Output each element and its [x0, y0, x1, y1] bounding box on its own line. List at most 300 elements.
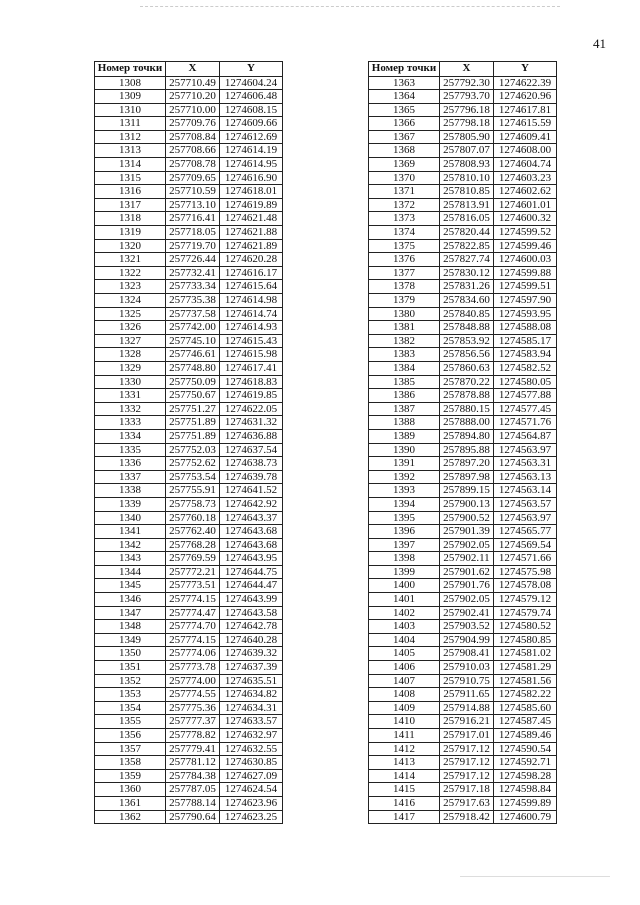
cell-y: 1274575.98 [494, 565, 557, 579]
cell-x: 257788.14 [166, 796, 220, 810]
table-row [369, 90, 557, 104]
table-row [369, 416, 557, 430]
cell-point-number: 1353 [95, 688, 166, 702]
table-row [369, 253, 557, 267]
cell-x: 257880.15 [440, 402, 494, 416]
cell-y: 1274579.12 [494, 593, 557, 607]
cell-point-number: 1388 [369, 416, 440, 430]
cell-x: 257751.27 [166, 402, 220, 416]
cell-y: 1274623.96 [220, 796, 283, 810]
cell-y: 1274563.97 [494, 511, 557, 525]
cell-y: 1274569.54 [494, 538, 557, 552]
cell-y: 1274617.81 [494, 103, 557, 117]
table-row [95, 239, 283, 253]
table-row [95, 117, 283, 131]
table-row [95, 647, 283, 661]
table-row [369, 538, 557, 552]
cell-y: 1274580.05 [494, 375, 557, 389]
cell-x: 257737.58 [166, 307, 220, 321]
table-row [95, 307, 283, 321]
table-row [95, 103, 283, 117]
cell-y: 1274582.22 [494, 688, 557, 702]
table-row [369, 198, 557, 212]
cell-point-number: 1318 [95, 212, 166, 226]
cell-y: 1274599.46 [494, 239, 557, 253]
cell-y: 1274597.90 [494, 294, 557, 308]
cell-point-number: 1323 [95, 280, 166, 294]
cell-x: 257796.18 [440, 103, 494, 117]
cell-y: 1274631.32 [220, 416, 283, 430]
cell-point-number: 1408 [369, 688, 440, 702]
cell-y: 1274563.97 [494, 443, 557, 457]
table-row [95, 294, 283, 308]
cell-point-number: 1321 [95, 253, 166, 267]
cell-x: 257708.84 [166, 130, 220, 144]
table-header-row [369, 62, 557, 77]
table-row [95, 334, 283, 348]
cell-x: 257878.88 [440, 389, 494, 403]
cell-y: 1274563.31 [494, 457, 557, 471]
table-row [369, 321, 557, 335]
table-row [95, 429, 283, 443]
table-row [369, 307, 557, 321]
cell-x: 257901.62 [440, 565, 494, 579]
cell-point-number: 1330 [95, 375, 166, 389]
cell-point-number: 1414 [369, 769, 440, 783]
cell-y: 1274589.46 [494, 729, 557, 743]
cell-y: 1274614.98 [220, 294, 283, 308]
table-row [95, 185, 283, 199]
cell-point-number: 1403 [369, 620, 440, 634]
table-row [95, 402, 283, 416]
cell-x: 257760.18 [166, 511, 220, 525]
cell-point-number: 1385 [369, 375, 440, 389]
cell-x: 257820.44 [440, 226, 494, 240]
cell-x: 257746.61 [166, 348, 220, 362]
cell-y: 1274615.59 [494, 117, 557, 131]
cell-y: 1274637.39 [220, 661, 283, 675]
table-row [95, 144, 283, 158]
table-row [95, 511, 283, 525]
cell-x: 257899.15 [440, 484, 494, 498]
table-row [95, 443, 283, 457]
cell-point-number: 1397 [369, 538, 440, 552]
cell-point-number: 1361 [95, 796, 166, 810]
cell-x: 257774.55 [166, 688, 220, 702]
cell-x: 257860.63 [440, 361, 494, 375]
cell-y: 1274614.95 [220, 158, 283, 172]
cell-x: 257726.44 [166, 253, 220, 267]
cell-x: 257827.74 [440, 253, 494, 267]
cell-point-number: 1352 [95, 674, 166, 688]
table-row [369, 470, 557, 484]
table-row [369, 294, 557, 308]
cell-y: 1274563.13 [494, 470, 557, 484]
table-row [95, 484, 283, 498]
cell-y: 1274643.95 [220, 552, 283, 566]
cell-x: 257769.59 [166, 552, 220, 566]
cell-x: 257792.30 [440, 76, 494, 90]
cell-point-number: 1342 [95, 538, 166, 552]
cell-x: 257733.34 [166, 280, 220, 294]
cell-y: 1274642.78 [220, 620, 283, 634]
cell-point-number: 1391 [369, 457, 440, 471]
cell-x: 257774.06 [166, 647, 220, 661]
cell-point-number: 1314 [95, 158, 166, 172]
cell-point-number: 1413 [369, 756, 440, 770]
cell-point-number: 1340 [95, 511, 166, 525]
cell-point-number: 1329 [95, 361, 166, 375]
cell-point-number: 1322 [95, 266, 166, 280]
cell-y: 1274641.52 [220, 484, 283, 498]
cell-x: 257901.76 [440, 579, 494, 593]
table-row [95, 348, 283, 362]
cell-point-number: 1358 [95, 756, 166, 770]
table-row [95, 620, 283, 634]
cell-point-number: 1319 [95, 226, 166, 240]
cell-point-number: 1390 [369, 443, 440, 457]
cell-x: 257902.11 [440, 552, 494, 566]
cell-y: 1274644.47 [220, 579, 283, 593]
cell-point-number: 1374 [369, 226, 440, 240]
cell-x: 257831.26 [440, 280, 494, 294]
cell-point-number: 1364 [369, 90, 440, 104]
cell-x: 257732.41 [166, 266, 220, 280]
cell-x: 257779.41 [166, 742, 220, 756]
table-row [369, 144, 557, 158]
table-row [95, 171, 283, 185]
table-row [369, 701, 557, 715]
cell-x: 257816.05 [440, 212, 494, 226]
cell-point-number: 1336 [95, 457, 166, 471]
cell-y: 1274632.97 [220, 729, 283, 743]
cell-x: 257774.00 [166, 674, 220, 688]
table-row [369, 171, 557, 185]
cell-x: 257813.91 [440, 198, 494, 212]
cell-y: 1274620.28 [220, 253, 283, 267]
cell-x: 257710.59 [166, 185, 220, 199]
cell-x: 257805.90 [440, 130, 494, 144]
cell-x: 257917.18 [440, 783, 494, 797]
cell-point-number: 1338 [95, 484, 166, 498]
table-row [95, 90, 283, 104]
cell-point-number: 1382 [369, 334, 440, 348]
cell-x: 257798.18 [440, 117, 494, 131]
cell-y: 1274585.17 [494, 334, 557, 348]
table-row [369, 280, 557, 294]
cell-x: 257910.75 [440, 674, 494, 688]
cell-point-number: 1410 [369, 715, 440, 729]
cell-x: 257834.60 [440, 294, 494, 308]
cell-y: 1274624.54 [220, 783, 283, 797]
cell-y: 1274582.52 [494, 361, 557, 375]
cell-y: 1274583.94 [494, 348, 557, 362]
cell-point-number: 1351 [95, 661, 166, 675]
table-row [369, 158, 557, 172]
table-row [369, 729, 557, 743]
table-row [369, 756, 557, 770]
table-row [95, 742, 283, 756]
cell-y: 1274618.83 [220, 375, 283, 389]
table-row [95, 416, 283, 430]
cell-point-number: 1345 [95, 579, 166, 593]
cell-y: 1274638.73 [220, 457, 283, 471]
table-row [369, 633, 557, 647]
cell-x: 257910.03 [440, 661, 494, 675]
cell-x: 257917.01 [440, 729, 494, 743]
cell-point-number: 1395 [369, 511, 440, 525]
cell-point-number: 1315 [95, 171, 166, 185]
cell-x: 257710.20 [166, 90, 220, 104]
coordinates-table-left [94, 61, 283, 824]
table-row [95, 158, 283, 172]
cell-point-number: 1331 [95, 389, 166, 403]
cell-x: 257768.28 [166, 538, 220, 552]
cell-point-number: 1400 [369, 579, 440, 593]
cell-point-number: 1416 [369, 796, 440, 810]
cell-x: 257902.41 [440, 606, 494, 620]
cell-y: 1274599.51 [494, 280, 557, 294]
table-row [369, 185, 557, 199]
cell-point-number: 1354 [95, 701, 166, 715]
table-row [369, 226, 557, 240]
cell-x: 257918.42 [440, 810, 494, 824]
table-row [369, 661, 557, 675]
table-row [369, 769, 557, 783]
coordinates-table-right [368, 61, 557, 824]
cell-y: 1274619.89 [220, 198, 283, 212]
table-row [95, 552, 283, 566]
cell-y: 1274577.88 [494, 389, 557, 403]
table-row [369, 429, 557, 443]
cell-x: 257774.15 [166, 593, 220, 607]
header-point-number: Номер точки [369, 62, 440, 77]
cell-y: 1274644.75 [220, 565, 283, 579]
cell-x: 257708.66 [166, 144, 220, 158]
table-row [369, 511, 557, 525]
cell-x: 257856.56 [440, 348, 494, 362]
cell-y: 1274601.01 [494, 198, 557, 212]
table-row [369, 443, 557, 457]
cell-x: 257774.47 [166, 606, 220, 620]
cell-x: 257911.65 [440, 688, 494, 702]
table-row [95, 579, 283, 593]
table-row [95, 810, 283, 824]
cell-x: 257781.12 [166, 756, 220, 770]
cell-point-number: 1348 [95, 620, 166, 634]
scan-artifact-top [140, 6, 560, 9]
cell-x: 257903.52 [440, 620, 494, 634]
table-row [369, 212, 557, 226]
cell-x: 257917.12 [440, 742, 494, 756]
cell-x: 257901.39 [440, 525, 494, 539]
cell-point-number: 1393 [369, 484, 440, 498]
cell-point-number: 1396 [369, 525, 440, 539]
cell-y: 1274619.85 [220, 389, 283, 403]
cell-x: 257830.12 [440, 266, 494, 280]
cell-point-number: 1399 [369, 565, 440, 579]
table-row [369, 525, 557, 539]
table-row [95, 361, 283, 375]
table-row [95, 756, 283, 770]
cell-x: 257895.88 [440, 443, 494, 457]
table-row [369, 103, 557, 117]
cell-point-number: 1324 [95, 294, 166, 308]
cell-y: 1274636.88 [220, 429, 283, 443]
cell-x: 257709.76 [166, 117, 220, 131]
cell-point-number: 1346 [95, 593, 166, 607]
table-row [369, 375, 557, 389]
cell-point-number: 1376 [369, 253, 440, 267]
cell-y: 1274616.17 [220, 266, 283, 280]
cell-y: 1274621.89 [220, 239, 283, 253]
cell-point-number: 1384 [369, 361, 440, 375]
cell-x: 257787.05 [166, 783, 220, 797]
cell-point-number: 1360 [95, 783, 166, 797]
cell-y: 1274643.58 [220, 606, 283, 620]
cell-point-number: 1377 [369, 266, 440, 280]
cell-point-number: 1334 [95, 429, 166, 443]
table-row [95, 321, 283, 335]
cell-point-number: 1365 [369, 103, 440, 117]
cell-point-number: 1392 [369, 470, 440, 484]
cell-x: 257902.05 [440, 538, 494, 552]
cell-point-number: 1344 [95, 565, 166, 579]
table-row [369, 674, 557, 688]
table-row [369, 810, 557, 824]
scan-artifact-bottom [460, 876, 610, 877]
cell-x: 257751.89 [166, 429, 220, 443]
cell-point-number: 1366 [369, 117, 440, 131]
cell-x: 257745.10 [166, 334, 220, 348]
cell-x: 257750.67 [166, 389, 220, 403]
table-row [369, 239, 557, 253]
cell-point-number: 1357 [95, 742, 166, 756]
cell-y: 1274623.25 [220, 810, 283, 824]
cell-y: 1274602.62 [494, 185, 557, 199]
cell-point-number: 1369 [369, 158, 440, 172]
cell-point-number: 1368 [369, 144, 440, 158]
cell-y: 1274578.08 [494, 579, 557, 593]
table-row [95, 715, 283, 729]
cell-point-number: 1407 [369, 674, 440, 688]
cell-point-number: 1343 [95, 552, 166, 566]
header-x: X [166, 62, 220, 77]
table-row [369, 361, 557, 375]
cell-x: 257718.05 [166, 226, 220, 240]
page-number: 41 [593, 36, 606, 51]
cell-point-number: 1350 [95, 647, 166, 661]
table-row [95, 538, 283, 552]
cell-x: 257709.65 [166, 171, 220, 185]
table-row [95, 661, 283, 675]
cell-y: 1274580.52 [494, 620, 557, 634]
cell-y: 1274599.88 [494, 266, 557, 280]
cell-y: 1274615.43 [220, 334, 283, 348]
cell-point-number: 1328 [95, 348, 166, 362]
table-row [95, 226, 283, 240]
cell-point-number: 1320 [95, 239, 166, 253]
table-row [369, 348, 557, 362]
cell-point-number: 1356 [95, 729, 166, 743]
cell-y: 1274600.32 [494, 212, 557, 226]
table-row [369, 266, 557, 280]
cell-x: 257748.80 [166, 361, 220, 375]
cell-y: 1274598.28 [494, 769, 557, 783]
cell-point-number: 1363 [369, 76, 440, 90]
cell-x: 257752.03 [166, 443, 220, 457]
table-row [369, 497, 557, 511]
cell-point-number: 1373 [369, 212, 440, 226]
cell-y: 1274577.45 [494, 402, 557, 416]
table-row [369, 389, 557, 403]
cell-point-number: 1380 [369, 307, 440, 321]
cell-point-number: 1337 [95, 470, 166, 484]
cell-point-number: 1372 [369, 198, 440, 212]
table-row [95, 130, 283, 144]
cell-y: 1274563.57 [494, 497, 557, 511]
cell-y: 1274614.74 [220, 307, 283, 321]
cell-x: 257716.41 [166, 212, 220, 226]
cell-x: 257900.52 [440, 511, 494, 525]
cell-x: 257917.63 [440, 796, 494, 810]
table-row [369, 130, 557, 144]
table-row [95, 76, 283, 90]
cell-point-number: 1309 [95, 90, 166, 104]
cell-y: 1274579.74 [494, 606, 557, 620]
cell-point-number: 1332 [95, 402, 166, 416]
cell-y: 1274581.02 [494, 647, 557, 661]
cell-y: 1274622.05 [220, 402, 283, 416]
cell-y: 1274614.19 [220, 144, 283, 158]
cell-x: 257902.05 [440, 593, 494, 607]
cell-x: 257793.70 [440, 90, 494, 104]
table-row [95, 783, 283, 797]
cell-x: 257808.93 [440, 158, 494, 172]
cell-y: 1274612.69 [220, 130, 283, 144]
cell-y: 1274590.54 [494, 742, 557, 756]
cell-x: 257713.10 [166, 198, 220, 212]
table-row [95, 212, 283, 226]
table-row [369, 565, 557, 579]
table-row [369, 796, 557, 810]
cell-x: 257758.73 [166, 497, 220, 511]
cell-x: 257917.12 [440, 769, 494, 783]
cell-x: 257778.82 [166, 729, 220, 743]
cell-y: 1274627.09 [220, 769, 283, 783]
cell-y: 1274620.96 [494, 90, 557, 104]
table-row [95, 389, 283, 403]
cell-y: 1274609.41 [494, 130, 557, 144]
table-row [95, 470, 283, 484]
table-row [95, 280, 283, 294]
table-row [369, 620, 557, 634]
cell-y: 1274604.24 [220, 76, 283, 90]
cell-y: 1274618.01 [220, 185, 283, 199]
cell-y: 1274615.98 [220, 348, 283, 362]
cell-x: 257807.07 [440, 144, 494, 158]
cell-y: 1274615.64 [220, 280, 283, 294]
table-row [369, 117, 557, 131]
table-row [95, 457, 283, 471]
cell-point-number: 1379 [369, 294, 440, 308]
cell-point-number: 1405 [369, 647, 440, 661]
cell-point-number: 1317 [95, 198, 166, 212]
cell-point-number: 1387 [369, 402, 440, 416]
table-header-row [95, 62, 283, 77]
table-row [95, 688, 283, 702]
cell-y: 1274633.57 [220, 715, 283, 729]
